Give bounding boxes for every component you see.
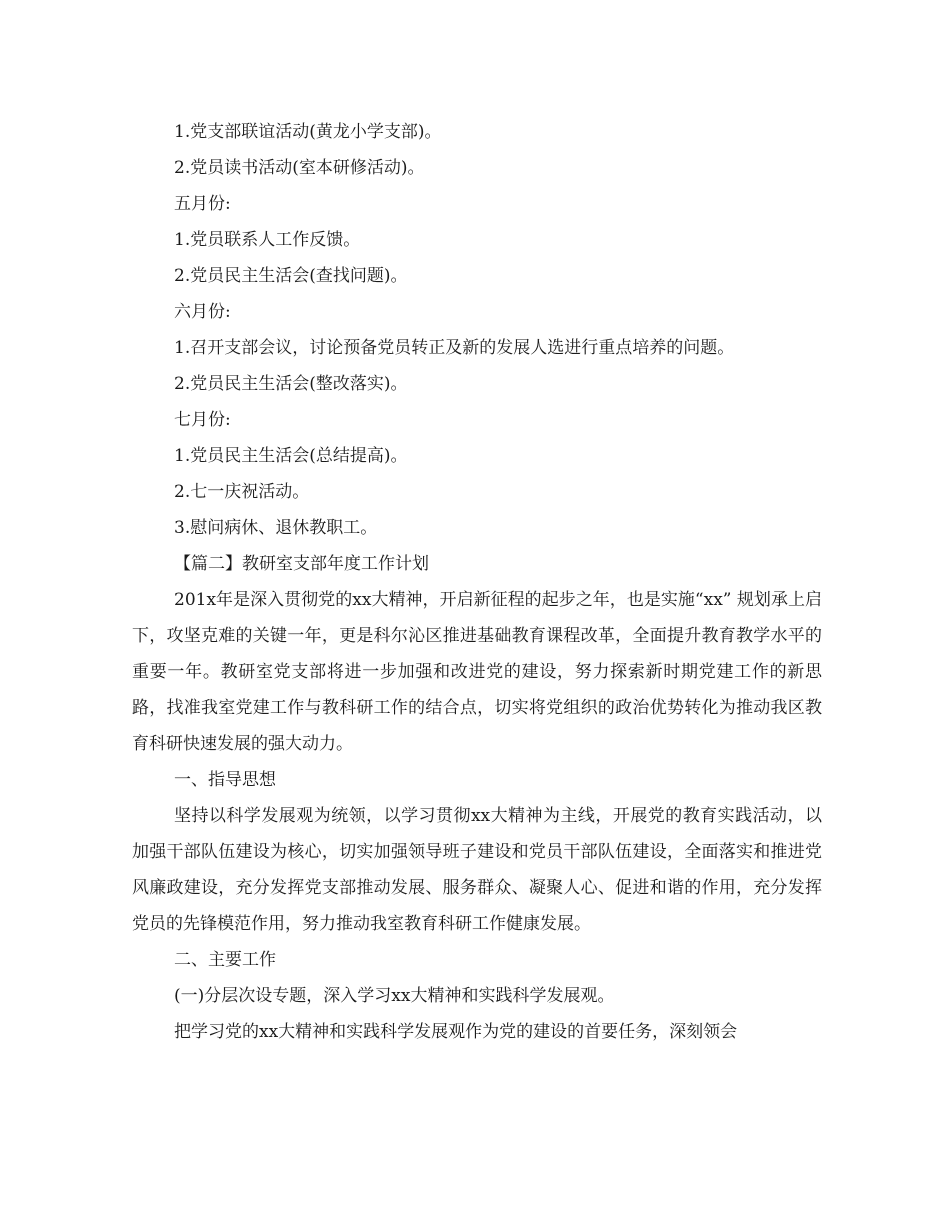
list-item: 2.党员读书活动(室本研修活动)。 — [174, 158, 425, 178]
document-body — [132, 114, 822, 1050]
guiding-paragraph: 坚持以科学发展观为统领，以学习贯彻xx大精神为主线，开展党的教育实践活动，以加强干部队伍建设为核心，切实加强领导班子建设和党员干部队伍建设，全面落实和推进党风廉政建设，充分发挥党支部推动发展、服务群众、凝聚人心、促进和谐的作用，充分发挥党员的先锋模范作用，努力推动我室教育科研工作健康发展。 — [132, 806, 822, 934]
sub-heading: (一)分层次设专题，深入学习xx大精神和实践科学发展观。 — [174, 986, 615, 1006]
list-item: 3.慰问病休、退休教职工。 — [174, 518, 378, 538]
month-heading: 六月份: — [174, 302, 231, 322]
list-item: 2.七一庆祝活动。 — [174, 482, 310, 502]
month-heading: 五月份: — [174, 194, 231, 214]
section-heading: 一、指导思想 — [174, 770, 276, 790]
list-item: 2.党员民主生活会(整改落实)。 — [174, 374, 408, 394]
list-item: 1.党员民主生活会(总结提高)。 — [174, 446, 408, 466]
intro-paragraph: 201x年是深入贯彻党的xx大精神，开启新征程的起步之年，也是实施“xx” 规划承上启下，攻坚克难的关键一年，更是科尔沁区推进基础教育课程改革，全面提升教育教学水平的重要一年。教研室党支部将进一步加强和改进党的建设，努力探索新时期党建工作的新思路，找准我室党建工作与教科研工作的结合点，切实将党组织的政治优势转化为推动我区教育科研快速发展的强大动力。 — [132, 590, 822, 754]
list-item: 1.党员联系人工作反馈。 — [174, 230, 361, 250]
list-item: 1.党支部联谊活动(黄龙小学支部)。 — [174, 122, 442, 142]
list-item: 1.召开支部会议，讨论预备党员转正及新的发展人选进行重点培养的问题。 — [174, 338, 735, 358]
list-item: 2.党员民主生活会(查找问题)。 — [174, 266, 408, 286]
section-heading: 二、主要工作 — [174, 950, 276, 970]
paragraph-line: 把学习党的xx大精神和实践科学发展观作为党的建设的首要任务，深刻领会 — [174, 1022, 738, 1042]
month-heading: 七月份: — [174, 410, 231, 430]
section-title: 【篇二】教研室支部年度工作计划 — [174, 554, 429, 574]
